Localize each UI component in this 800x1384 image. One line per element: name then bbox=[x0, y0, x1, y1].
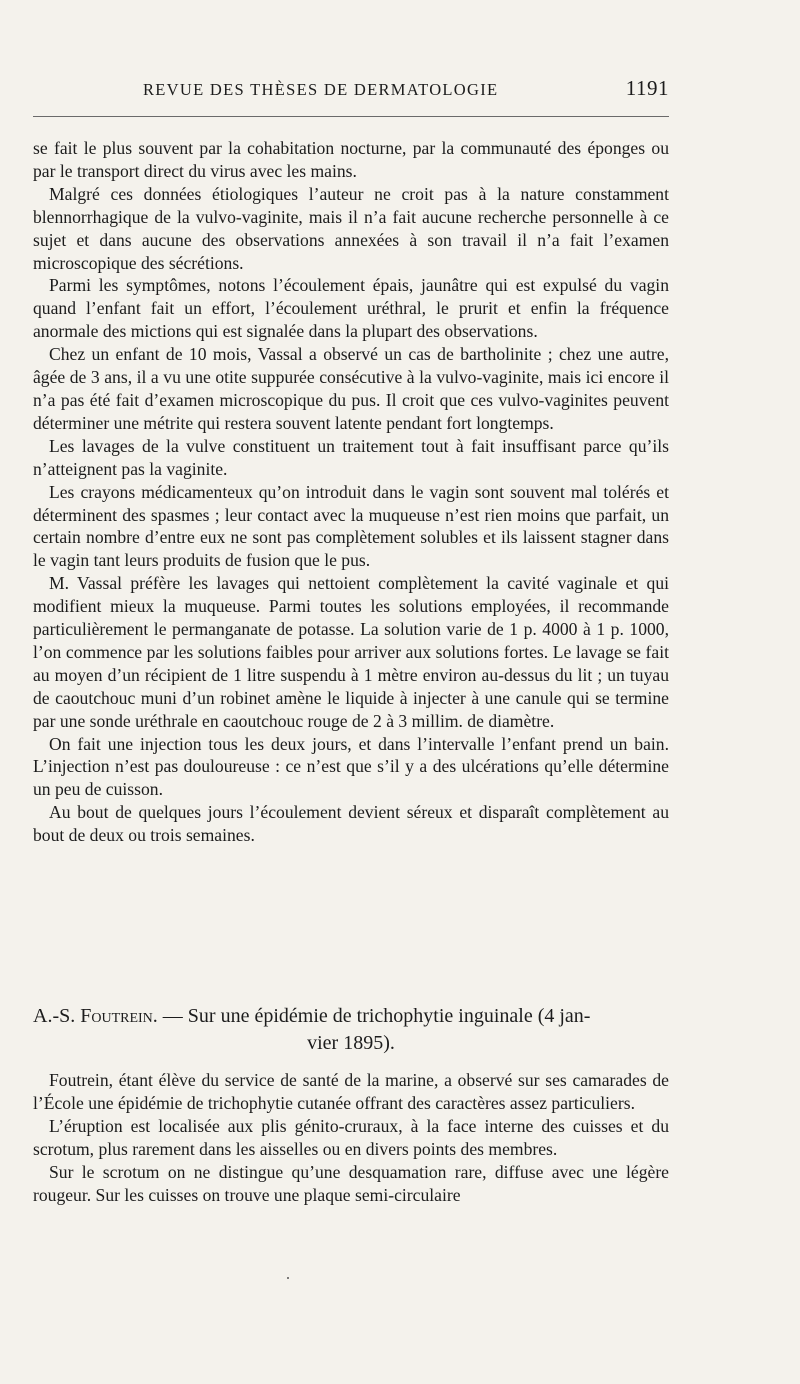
running-title: REVUE DES THÈSES DE DERMATOLOGIE bbox=[143, 80, 499, 99]
paragraph: On fait une injection tous les deux jours, et dans l’intervalle l’enfant prend un bain. L’injection n’est pas douloureuse : ce n’est que s’il y a des ulcérations qu’elle détermine un peu de cuisson. bbox=[33, 733, 669, 800]
paragraph: se fait le plus souvent par la cohabitation nocturne, par la communauté des éponges ou par le transport direct du virus avec les mains. bbox=[33, 138, 669, 181]
paragraph: Parmi les symptômes, notons l’écoulement épais, jaunâtre qui est expulsé du vagin quand l’enfant fait un effort, l’écoulement uréthral, le prurit et enfin la fréquence anormale des mictions qui est signalée dans la plupart des observations. bbox=[33, 275, 669, 342]
page-number: 1191 bbox=[625, 76, 669, 100]
paragraph: Au bout de quelques jours l’écoulement devient séreux et disparaît complètement au bout de deux ou trois semaines. bbox=[33, 802, 669, 846]
article-heading bbox=[33, 1003, 669, 1057]
paragraph: Foutrein, étant élève du service de santé de la marine, a observé sur ses camarades de l’École une épidémie de trichophytie cutanée offrant des caractères assez particuliers. bbox=[33, 1070, 669, 1113]
paragraph: Malgré ces données étiologiques l’auteur ne croit pas à la nature constamment blennorrhagique de la vulvo-vaginite, mais il n’a fait aucune recherche personnelle à ce sujet et dans aucune des observations annexées à son travail il n’a fait l’examen microscopique des sécrétions. bbox=[33, 183, 669, 273]
running-head bbox=[33, 76, 669, 102]
body-text-section-1 bbox=[33, 137, 669, 847]
heading-title-continuation: vier 1895). bbox=[307, 1032, 395, 1054]
body-text-section-2 bbox=[33, 1069, 669, 1206]
heading-author: Foutrein bbox=[80, 1005, 153, 1027]
paragraph: M. Vassal préfère les lavages qui nettoient complètement la cavité vaginale et qui modifient mieux la muqueuse. Parmi toutes les solutions employées, il recommande particulièrement le permanganate de potasse. La solution varie de 1 p. 4000 à 1 p. 1000, l’on commence par les solutions faibles pour arriver aux solutions fortes. Le lavage se fait au moyen d’un récipient de 1 litre suspendu à 1 mètre environ au-dessus du lit ; un tuyau de caoutchouc muni d’un robinet amène le liquide à injecter à une canule qui se termine par une sonde uréthrale en caoutchouc rouge de 2 à 3 millim. de diamètre. bbox=[33, 573, 669, 731]
paragraph: Les crayons médicamenteux qu’on introduit dans le vagin sont souvent mal tolérés et déterminent des spasmes ; leur contact avec la muqueuse n’est rien moins que parfait, un certain nombre d’entre eux ne sont pas complètement solubles et ils laissent stagner dans le vagin tant leurs produits de fusion que le pus. bbox=[33, 481, 669, 571]
paragraph: Sur le scrotum on ne distingue qu’une desquamation rare, diffuse avec une légère rougeur. Sur les cuisses on trouve une plaque semi-circulaire bbox=[33, 1161, 669, 1205]
paragraph: L’éruption est localisée aux plis génito-cruraux, à la face interne des cuisses et du scrotum, plus rarement dans les aisselles ou en divers points des membres. bbox=[33, 1115, 669, 1159]
heading-title: . — Sur une épidémie de trichophytie inguinale (4 jan- bbox=[152, 1005, 591, 1027]
print-speck bbox=[287, 1277, 289, 1279]
paragraph: Chez un enfant de 10 mois, Vassal a observé un cas de bartholinite ; chez une autre, âgée de 3 ans, il a vu une otite suppurée consécutive à la vulvo-vaginite, mais ici encore il n’a pas été fait d’examen microscopique du pus. Il croit que ces vulvo-vaginites peuvent déterminer une métrite qui restera souvent latente pendant fort longtemps. bbox=[33, 344, 669, 433]
header-rule bbox=[33, 116, 669, 117]
paragraph: Les lavages de la vulve constituent un traitement tout à fait insuffisant parce qu’ils n’atteignent pas la vaginite. bbox=[33, 435, 669, 479]
heading-prefix: A.-S. bbox=[33, 1005, 81, 1027]
